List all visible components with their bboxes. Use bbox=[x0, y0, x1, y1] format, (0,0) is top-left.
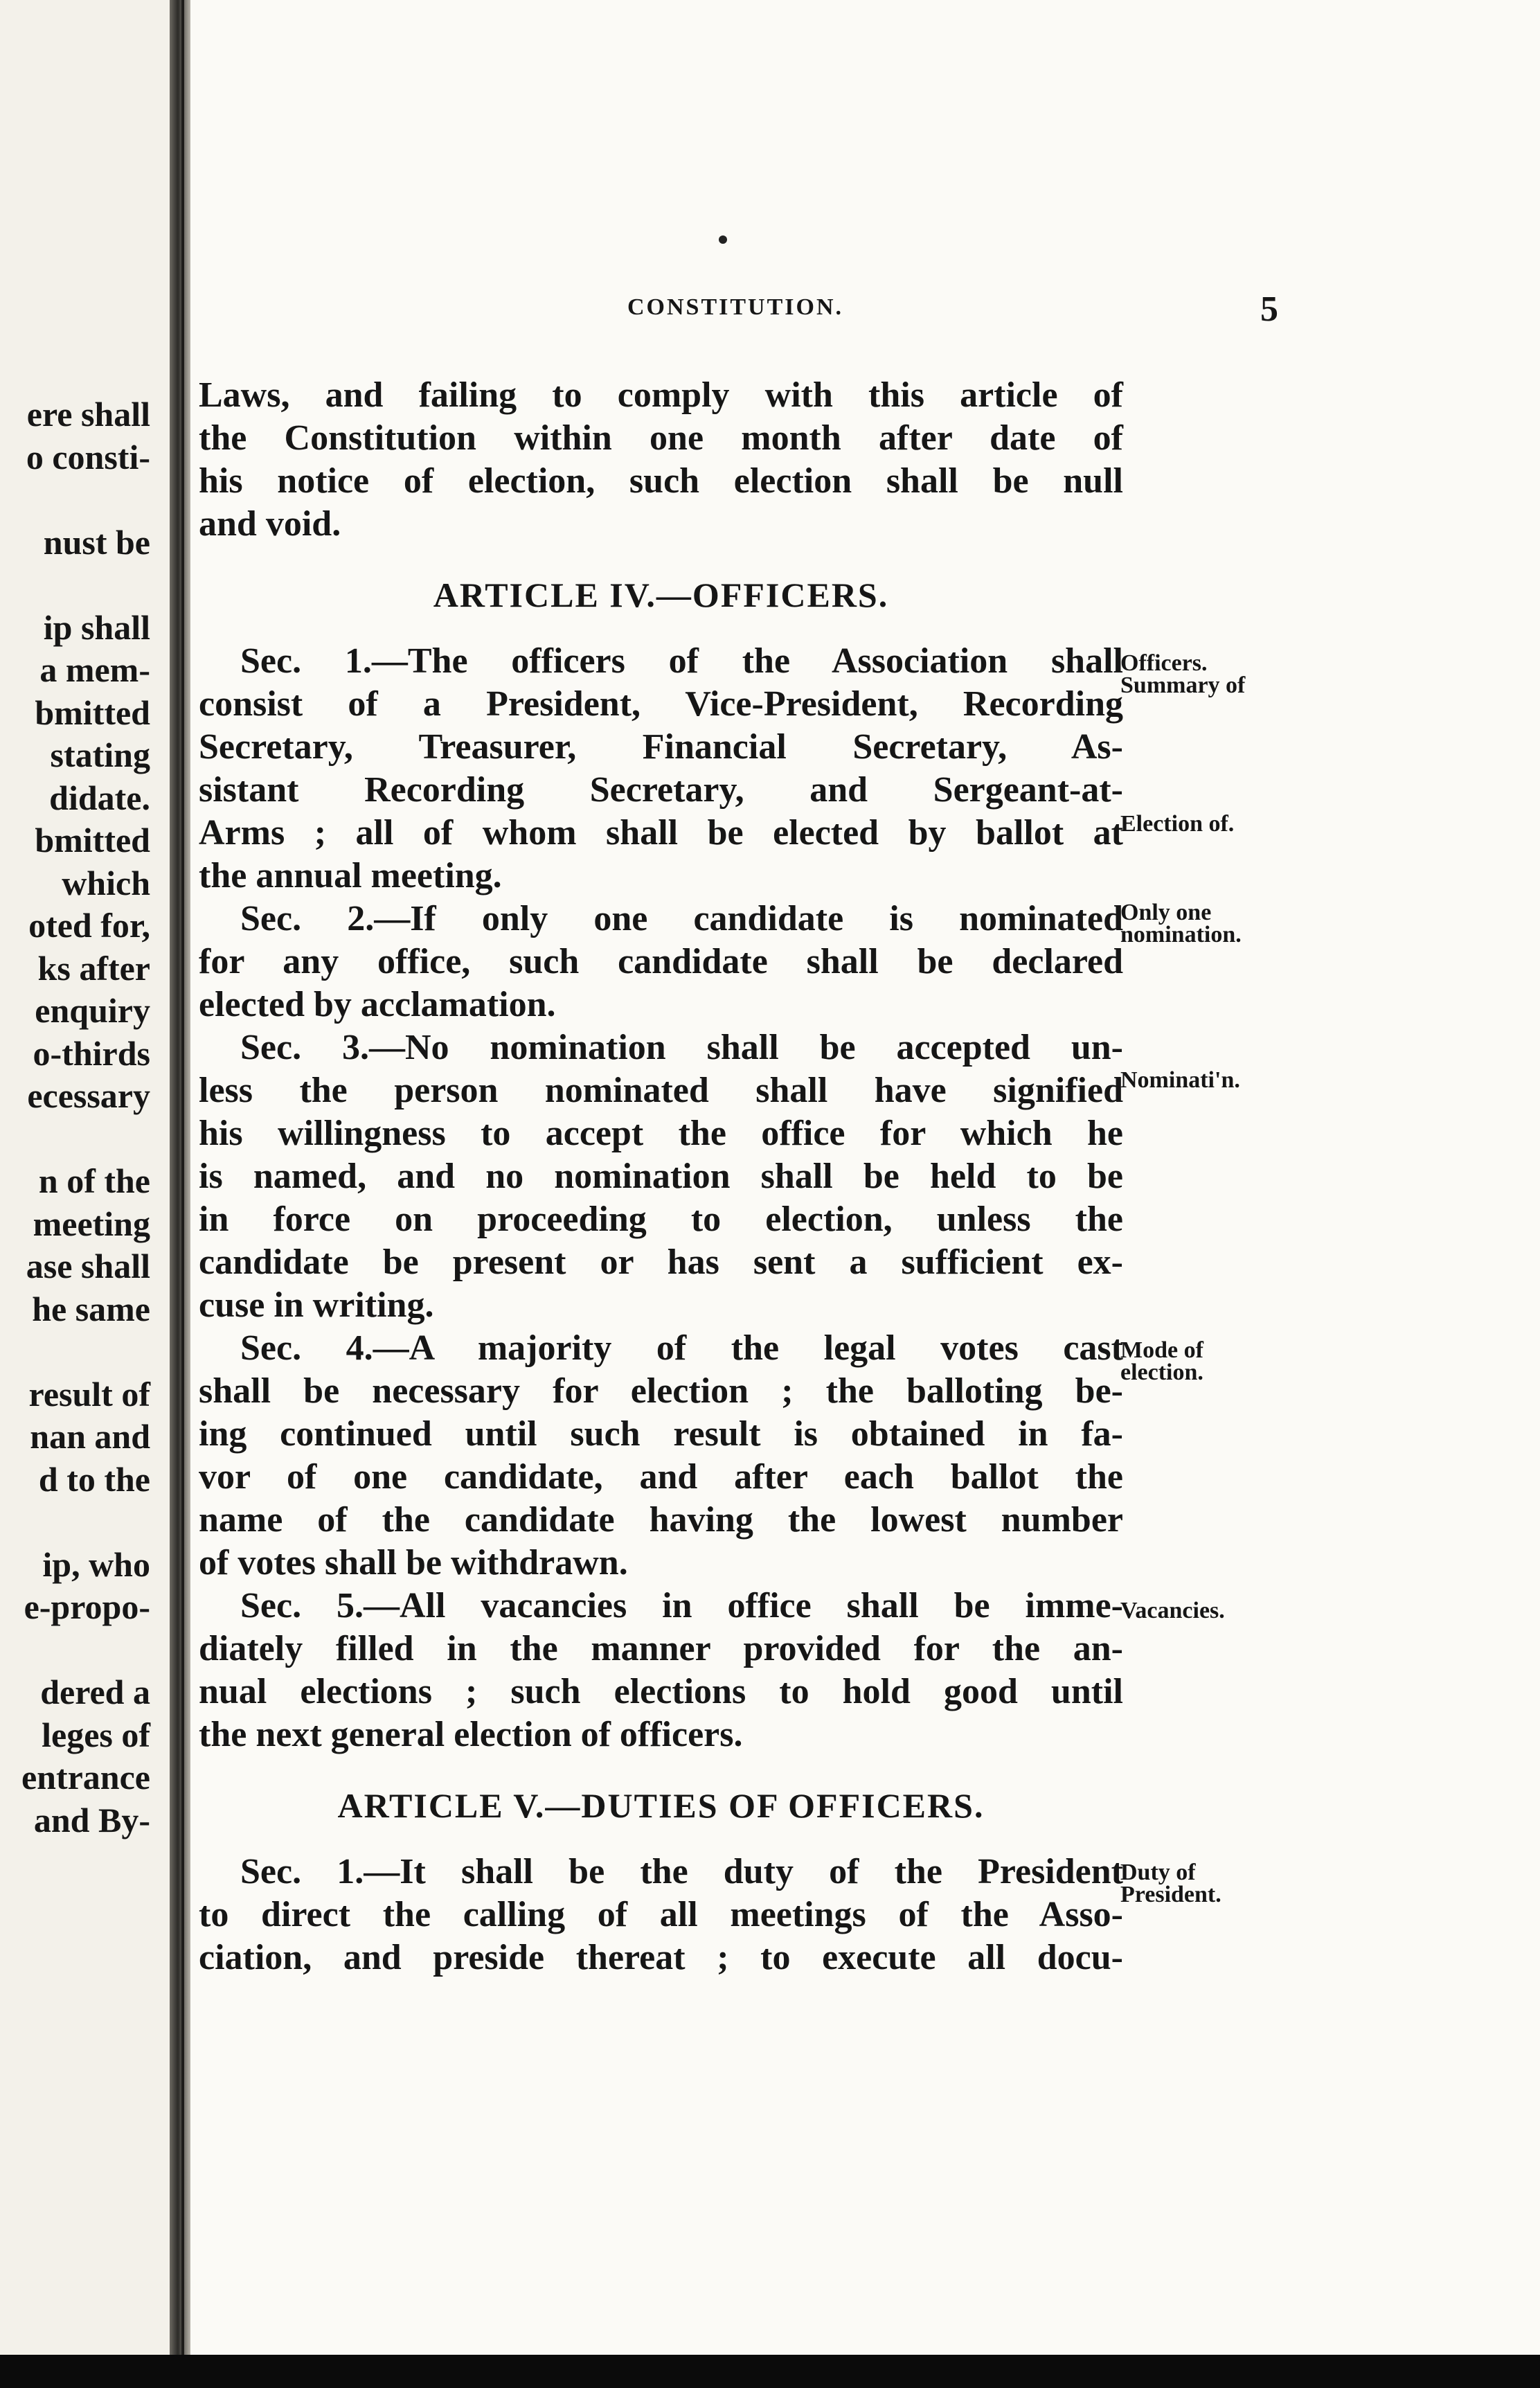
marginal-note-nomination: nomination. bbox=[1120, 922, 1242, 947]
sec4-line: of votes shall be withdrawn. bbox=[199, 1543, 628, 1583]
facing-page-line: ecessary bbox=[27, 1076, 150, 1115]
sec2-line: Sec. 2.—If only one candidate is nominated bbox=[240, 899, 1123, 938]
sec4-line: vor of one candidate, and after each ballot the bbox=[199, 1457, 1123, 1497]
facing-page-line: he same bbox=[32, 1289, 150, 1328]
sec4-line: name of the candidate having the lowest number bbox=[199, 1500, 1123, 1540]
sec3-line: cuse in writing. bbox=[199, 1285, 434, 1325]
page-header bbox=[0, 289, 1540, 336]
facing-page-line: ase shall bbox=[26, 1247, 150, 1285]
marginal-note-only-one: Only one bbox=[1120, 900, 1212, 925]
facing-page-line: didate. bbox=[49, 778, 150, 817]
sec5-line: diately filled in the manner provided for the an- bbox=[199, 1629, 1123, 1668]
facing-page-line: o consti- bbox=[26, 437, 150, 476]
facing-page-line: ip shall bbox=[43, 607, 150, 647]
facing-page-fragment bbox=[0, 0, 170, 2388]
art5-sec1-line: to direct the calling of all meetings of the Asso- bbox=[199, 1895, 1123, 1934]
marginal-note-vacancies: Vacancies. bbox=[1120, 1598, 1225, 1623]
facing-page-line: o-thirds bbox=[33, 1033, 150, 1073]
sec2-line: elected by acclamation. bbox=[199, 985, 556, 1024]
sec1-line: consist of a President, Vice-President, Recording bbox=[199, 684, 1123, 724]
facing-page-line: e-propo- bbox=[24, 1587, 150, 1626]
sec3-line: Sec. 3.—No nomination shall be accepted un- bbox=[240, 1028, 1123, 1067]
facing-page-line: enquiry bbox=[35, 991, 150, 1030]
marginal-note-nominatin: Nominati'n. bbox=[1120, 1067, 1240, 1093]
marginal-note-election: Election of. bbox=[1120, 811, 1235, 837]
scan-bottom-edge bbox=[0, 2355, 1540, 2388]
book-gutter bbox=[170, 0, 190, 2388]
facing-page-line: n of the bbox=[38, 1161, 150, 1200]
sec1-line: sistant Recording Secretary, and Sergeant-at- bbox=[199, 770, 1123, 810]
facing-page-line: entrance bbox=[21, 1758, 150, 1797]
marginal-note-summary: Summary of bbox=[1120, 672, 1246, 698]
sec4-line: shall be necessary for election ; the balloting be- bbox=[199, 1371, 1123, 1411]
running-title: CONSTITUTION. bbox=[627, 294, 844, 320]
marginal-note-officers: Officers. bbox=[1120, 650, 1208, 676]
sec3-line: candidate be present or has sent a sufficient ex- bbox=[199, 1242, 1123, 1282]
facing-page-line: nan and bbox=[30, 1417, 150, 1456]
body-line: Laws, and failing to comply with this article of bbox=[199, 375, 1123, 415]
art5-sec1-line: ciation, and preside thereat ; to execute all docu- bbox=[199, 1938, 1123, 1977]
facing-page-line: ip, who bbox=[42, 1544, 150, 1584]
body-line: and void. bbox=[199, 504, 341, 544]
sec1-line: the annual meeting. bbox=[199, 856, 502, 896]
marginal-note-mode: Mode of bbox=[1120, 1337, 1203, 1363]
ink-dot bbox=[719, 235, 727, 244]
sec1-line: Arms ; all of whom shall be elected by ballot at bbox=[199, 813, 1123, 853]
gutter-line bbox=[181, 0, 184, 2355]
body-line: the Constitution within one month after date of bbox=[199, 418, 1123, 458]
facing-page-line: meeting bbox=[33, 1204, 150, 1243]
facing-page-line: ks after bbox=[37, 948, 150, 988]
sec5-line: Sec. 5.—All vacancies in office shall be imme- bbox=[240, 1586, 1123, 1625]
facing-page-line: bmitted bbox=[35, 821, 150, 859]
sec2-line: for any office, such candidate shall be declared bbox=[199, 942, 1123, 981]
facing-page-line: oted for, bbox=[28, 906, 150, 945]
art5-sec1-line: Sec. 1.—It shall be the duty of the President bbox=[240, 1852, 1123, 1891]
sec3-line: is named, and no nomination shall be held to be bbox=[199, 1157, 1123, 1196]
page-body bbox=[199, 374, 1123, 1979]
facing-page-line: nust be bbox=[43, 522, 150, 562]
page-number: 5 bbox=[1260, 289, 1278, 329]
facing-page-line: ere shall bbox=[26, 395, 150, 434]
sec4-line: Sec. 4.—A majority of the legal votes cast bbox=[240, 1328, 1123, 1368]
sec3-line: his willingness to accept the office for which he bbox=[199, 1114, 1123, 1153]
article-iv-heading: ARTICLE IV.—OFFICERS. bbox=[433, 576, 889, 614]
facing-page-line: bmitted bbox=[35, 693, 150, 732]
facing-page-line: stating bbox=[50, 736, 150, 774]
marginal-note-duty: Duty of bbox=[1120, 1860, 1196, 1885]
facing-page-line: d to the bbox=[38, 1459, 150, 1499]
body-line: his notice of election, such election shall be null bbox=[199, 461, 1123, 501]
facing-page-line: and By- bbox=[33, 1800, 150, 1839]
sec1-line: Secretary, Treasurer, Financial Secretary, As- bbox=[199, 727, 1123, 767]
article-v-heading: ARTICLE V.—DUTIES OF OFFICERS. bbox=[337, 1786, 985, 1825]
facing-page-line: which bbox=[62, 863, 150, 902]
facing-page-line: result of bbox=[28, 1374, 150, 1414]
facing-page-line: a mem- bbox=[39, 650, 150, 689]
marginal-note-mode-election: election. bbox=[1120, 1360, 1203, 1385]
sec5-line: the next general election of officers. bbox=[199, 1715, 743, 1754]
sec3-line: less the person nominated shall have signified bbox=[199, 1071, 1123, 1110]
facing-page-line: dered a bbox=[40, 1673, 150, 1711]
sec1-line: Sec. 1.—The officers of the Association shall bbox=[240, 641, 1123, 681]
sec4-line: ing continued until such result is obtained in fa- bbox=[199, 1414, 1123, 1454]
sec3-line: in force on proceeding to election, unless the bbox=[199, 1200, 1123, 1239]
sec5-line: nual elections ; such elections to hold good until bbox=[199, 1672, 1123, 1711]
facing-page-line: leges of bbox=[42, 1715, 150, 1754]
marginal-note-president: President. bbox=[1120, 1882, 1221, 1907]
